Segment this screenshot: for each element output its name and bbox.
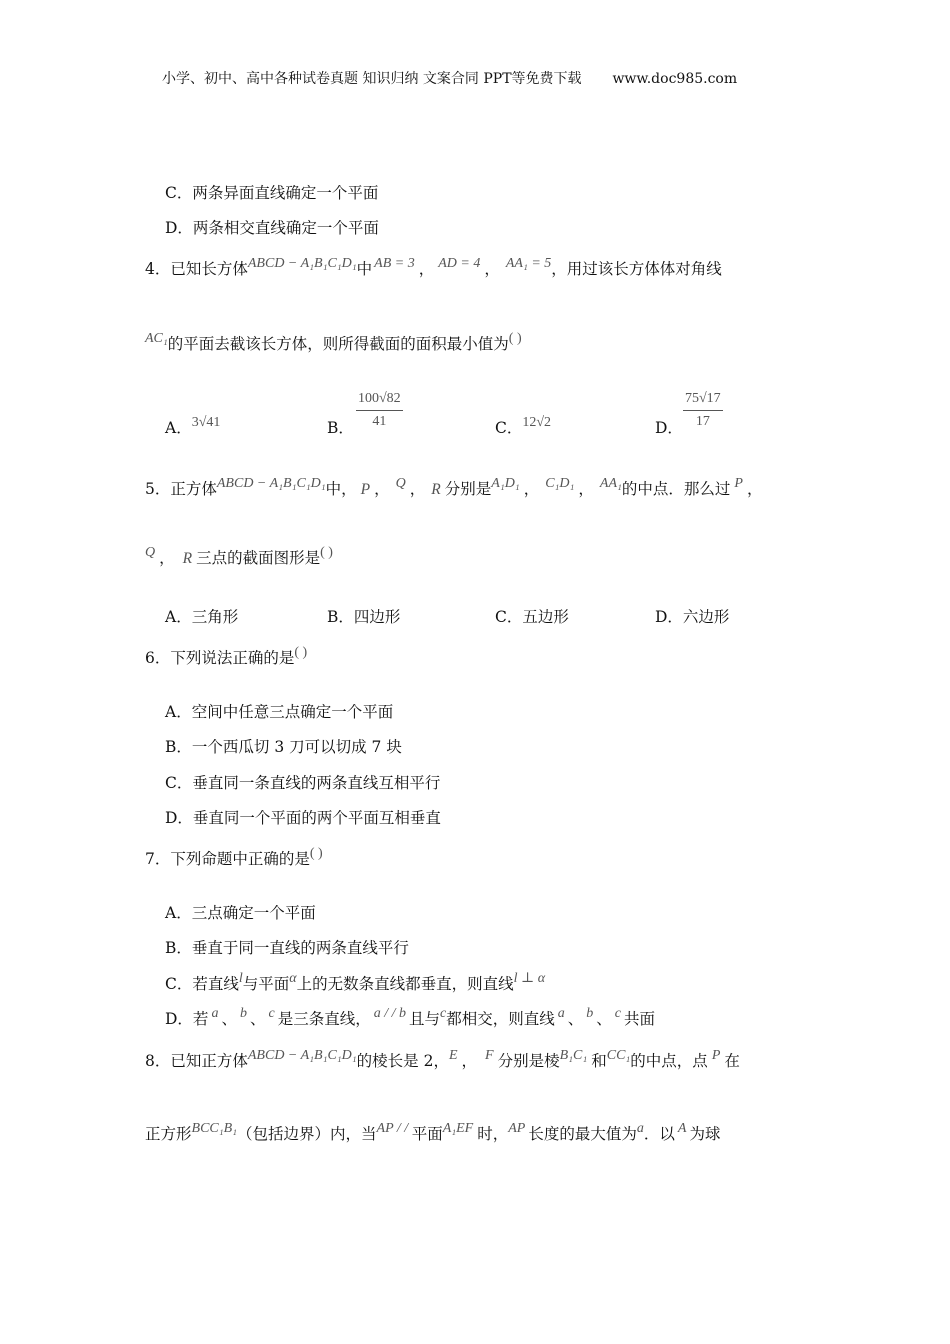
q5-text2: 分别是 — [444, 480, 492, 498]
q4-stem-line1: 4．已知长方体ABCD − A₁B₁C₁D₁中 AB = 3 ， AD = 4 ， AA₁ = 5，用过该长方体体对角线 — [145, 256, 722, 278]
q4-ab: AB = 3 — [374, 256, 415, 271]
q6-option-d: D．垂直同一个平面的两个平面互相垂直 — [165, 809, 441, 827]
q4-option-b-fraction — [356, 391, 403, 430]
q8-text2: 分别是棱 — [497, 1052, 560, 1070]
q5-option-a: A．三角形 — [165, 608, 239, 626]
q4-b-numerator: 100√82 — [356, 391, 403, 411]
q4-tail: ，用过该长方体体对角线 — [551, 260, 722, 278]
q4-ad: AD = 4 — [438, 256, 481, 271]
q8-ap-parallel: AP / / — [376, 1121, 412, 1136]
q4-aa1: AA₁ = 5 — [505, 256, 552, 271]
q4-option-d-label: D． — [655, 419, 683, 437]
q8-text4: 在 — [724, 1052, 740, 1070]
q4-c-label: C． — [495, 419, 523, 437]
q8-line2b: （包括边界）内，当 — [237, 1125, 377, 1143]
q4-number: 4．已知长方体 — [145, 260, 248, 278]
page-header — [162, 72, 737, 86]
q5-r-2: R — [182, 550, 193, 567]
q4-option-c — [495, 415, 552, 437]
q4-solid: ABCD − A₁B₁C₁D₁ — [247, 256, 357, 271]
q6-option-b: B．一个西瓜切 3 刀可以切成 7 块 — [165, 738, 402, 756]
q6-stem — [145, 645, 308, 667]
q8-line2e: ．以 — [643, 1125, 675, 1143]
q5-q-2: Q — [145, 545, 156, 560]
q7-stem — [145, 846, 323, 868]
q5-r: R — [431, 481, 441, 498]
q4-a-label: A． — [165, 419, 192, 437]
q5-paren: ( ) — [320, 545, 333, 560]
q8-ap: AP — [508, 1121, 526, 1136]
q8-line2f: 为球 — [689, 1125, 721, 1143]
q5-option-c: C．五边形 — [495, 608, 569, 626]
q7-option-c — [165, 971, 546, 993]
q5-line2: 三点的截面图形是 — [196, 549, 321, 567]
q8-b1c1: B₁C₁ — [559, 1048, 588, 1063]
q7-sep-2: 、 — [249, 1010, 266, 1028]
q7-option-d — [165, 1006, 655, 1028]
header-text: 小学、初中、高中各种试卷真题 知识归纳 文案合同 PPT等免费下载 — [162, 71, 582, 87]
q7-a: a — [211, 1006, 219, 1021]
q7-sep-4: 、 — [596, 1010, 612, 1028]
q7-l-perp-alpha: l ⊥ α — [513, 971, 546, 986]
q7-a-parallel-b: a / / b — [373, 1006, 406, 1021]
q7-sep-1: 、 — [221, 1010, 237, 1028]
q8-and: 和 — [591, 1052, 607, 1070]
q7-c-2: c — [440, 1006, 447, 1021]
q8-p: P — [711, 1048, 721, 1063]
q7-d-text4: 都相交，则直线 — [446, 1010, 555, 1028]
q8-cc1: CC₁ — [606, 1048, 631, 1063]
q8-stem-line2 — [145, 1121, 721, 1143]
q8-e: E — [448, 1048, 458, 1063]
q7-d-text5: 共面 — [623, 1010, 655, 1028]
q7-l: l — [238, 971, 243, 986]
q8-a1ef: A₁EF — [442, 1121, 474, 1136]
q7-alpha: α — [289, 971, 297, 986]
q8-stem-line1: 8．已知正方体ABCD − A₁B₁C₁D₁的棱长是 2，E ， F 分别是棱B₁C₁ 和CC₁的中点，点 P 在 — [145, 1048, 740, 1070]
q5-solid: ABCD − A₁B₁C₁D₁ — [216, 476, 326, 491]
q7-c-3: c — [614, 1006, 621, 1021]
q5-option-d: D．六边形 — [655, 608, 730, 626]
q8-f: F — [485, 1048, 494, 1063]
q5-stem-line1: 5．正方体ABCD − A₁B₁C₁D₁中， P ， Q ， R 分别是A₁D₁ ， C₁D₁ ， AA₁的中点．那么过 P ， — [145, 476, 763, 498]
q5-p: P — [360, 481, 371, 498]
q5-number: 5．正方体 — [145, 480, 217, 498]
q5-text3: 的中点．那么过 — [621, 480, 731, 498]
q4-d-denominator: 17 — [695, 414, 710, 429]
q7-b: b — [239, 1006, 247, 1021]
q8-line2c: 时， — [477, 1125, 509, 1143]
q7-a-2: a — [557, 1006, 565, 1021]
q4-a-value: 3√41 — [191, 415, 221, 430]
q8-line2d: 长度的最大值为 — [528, 1125, 637, 1143]
q8-a: a — [636, 1121, 644, 1136]
q8-number: 8．已知正方体 — [145, 1052, 248, 1070]
q5-text1: 中， — [325, 480, 357, 498]
header-site: www.doc985.com — [612, 71, 738, 87]
q7-c-text2: 与平面 — [242, 975, 290, 993]
q5-option-b: B．四边形 — [327, 608, 401, 626]
q7-sep-3: 、 — [567, 1010, 584, 1028]
q3-option-c: C．两条异面直线确定一个平面 — [165, 184, 379, 202]
q6-option-c: C．垂直同一条直线的两条直线互相平行 — [165, 774, 441, 792]
q5-aa1: AA₁ — [599, 476, 622, 491]
q4-ac1: AC₁ — [145, 331, 168, 346]
q4-b-denominator: 41 — [372, 414, 387, 429]
q6-paren: ( ) — [294, 645, 308, 660]
q7-paren: ( ) — [309, 846, 323, 861]
q7-d-text2: 是三条直线， — [277, 1010, 371, 1028]
q4-option-b-label: B． — [327, 419, 354, 437]
q8-line2a: 正方形 — [145, 1125, 192, 1143]
q4-c-value: 12√2 — [522, 415, 552, 430]
q6-stem-text: 6．下列说法正确的是 — [145, 649, 295, 667]
q7-c-text3: 上的无数条直线都垂直，则直线 — [296, 975, 514, 993]
q6-option-a: A．空间中任意三点确定一个平面 — [165, 703, 394, 721]
q8-text1: 的棱长是 2， — [356, 1052, 449, 1070]
q8-bcc1b1: BCC₁B₁ — [191, 1121, 238, 1136]
q7-option-b: B．垂直于同一直线的两条直线平行 — [165, 939, 409, 957]
q7-b-2: b — [586, 1006, 594, 1021]
q7-stem-text: 7．下列命题中正确的是 — [145, 850, 310, 868]
q4-option-a — [165, 415, 221, 437]
q5-a1d1: A₁D₁ — [491, 476, 520, 491]
q8-text3: 的中点，点 — [630, 1052, 708, 1070]
q7-option-a: A．三点确定一个平面 — [165, 904, 316, 922]
q4-option-d-fraction — [683, 391, 723, 430]
q8-A: A — [677, 1121, 687, 1136]
q5-stem-line2: Q ， R 三点的截面图形是( ) — [145, 545, 333, 567]
q7-c-text1: C．若直线 — [165, 975, 239, 993]
q8-solid: ABCD − A₁B₁C₁D₁ — [247, 1048, 357, 1063]
q3-option-d: D．两条相交直线确定一个平面 — [165, 219, 379, 237]
q7-c: c — [268, 1006, 275, 1021]
q8-plane: 平面 — [411, 1125, 443, 1143]
q4-line2: 的平面去截该长方体，则所得截面的面积最小值为 — [167, 335, 509, 353]
q4-mid: 中 — [356, 260, 373, 278]
q4-d-numerator: 75√17 — [683, 391, 723, 411]
q4-stem-line2 — [145, 331, 522, 353]
q7-d-text3: 且与 — [408, 1010, 440, 1028]
q5-c1d1: C₁D₁ — [545, 476, 575, 491]
q5-p-2: P — [734, 476, 743, 491]
q7-d-text1: D．若 — [165, 1010, 209, 1028]
q5-q: Q — [395, 476, 406, 491]
q4-paren: ( ) — [508, 331, 522, 346]
